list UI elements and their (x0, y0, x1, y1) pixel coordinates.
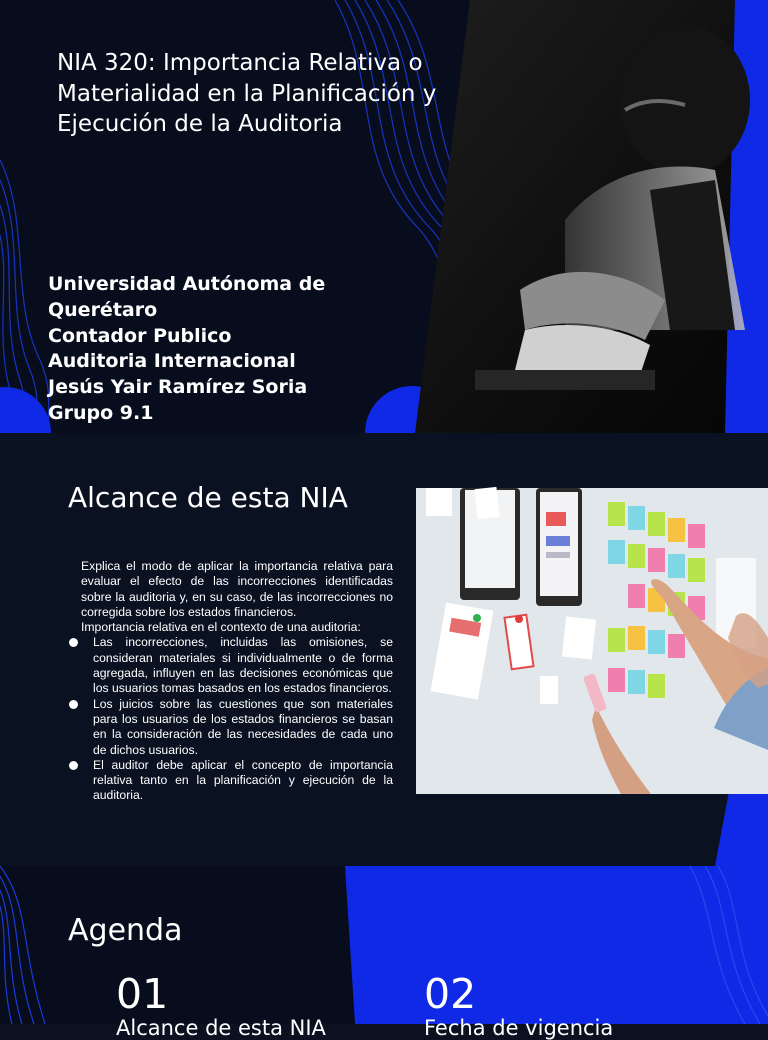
scope-slide (0, 433, 768, 866)
author-name: Jesús Yair Ramírez Soria (48, 376, 308, 399)
agenda-item-label: Fecha de vigencia (424, 1016, 614, 1040)
list-item: El auditor debe aplicar el concepto de importancia relativa tanto en la planificación y ejecución de la auditoria. (68, 758, 393, 804)
scope-bullet-list (68, 635, 393, 803)
list-item: Los juicios sobre las cuestiones que son materiales para los usuarios de los estados financieros se basan en la consideración de las necesidades de cada uno de dichos usuarios. (68, 697, 393, 758)
scope-body (68, 559, 393, 804)
scope-title: Alcance de esta NIA (68, 481, 348, 514)
agenda-item-number: 01 (116, 970, 169, 1018)
agenda-item-number: 02 (424, 970, 477, 1018)
scope-lead: Importancia relativa en el contexto de una auditoria: (81, 620, 361, 635)
group-name: Grupo 9.1 (48, 401, 154, 424)
bullet-dot-icon (69, 638, 78, 647)
presentation-title: NIA 320: Importancia Relativa o Materialidad en la Planificación y Ejecución de la Auditoria (57, 50, 437, 137)
list-item: Las incorrecciones, incluidas las omisiones, se consideran materiales si individualmente o de forma agregada, influyen en las decisiones económicas que los usuarios tomas basados en los estados financieros. (68, 635, 393, 696)
agenda-slide (0, 866, 768, 1040)
title-slide (0, 0, 768, 433)
agenda-title: Agenda (68, 913, 183, 948)
agenda-item-label: Alcance de esta NIA (116, 1016, 326, 1040)
bullet-dot-icon (69, 700, 78, 709)
whiteboard-planning-photo (416, 488, 768, 794)
degree-name: Contador Publico (48, 324, 232, 347)
university-name: Universidad Autónoma de Querétaro (48, 273, 326, 321)
bullet-dot-icon (69, 761, 78, 770)
author-info (48, 272, 388, 427)
course-name: Auditoria Internacional (48, 350, 296, 373)
scope-intro: Explica el modo de aplicar la importancia relativa para evaluar el efecto de las incorrecciones identificadas sobre la auditoria y, en su caso, de las incorrecciones no corregida sobre los estados financieros. (81, 559, 393, 619)
person-working-photo (415, 0, 768, 433)
